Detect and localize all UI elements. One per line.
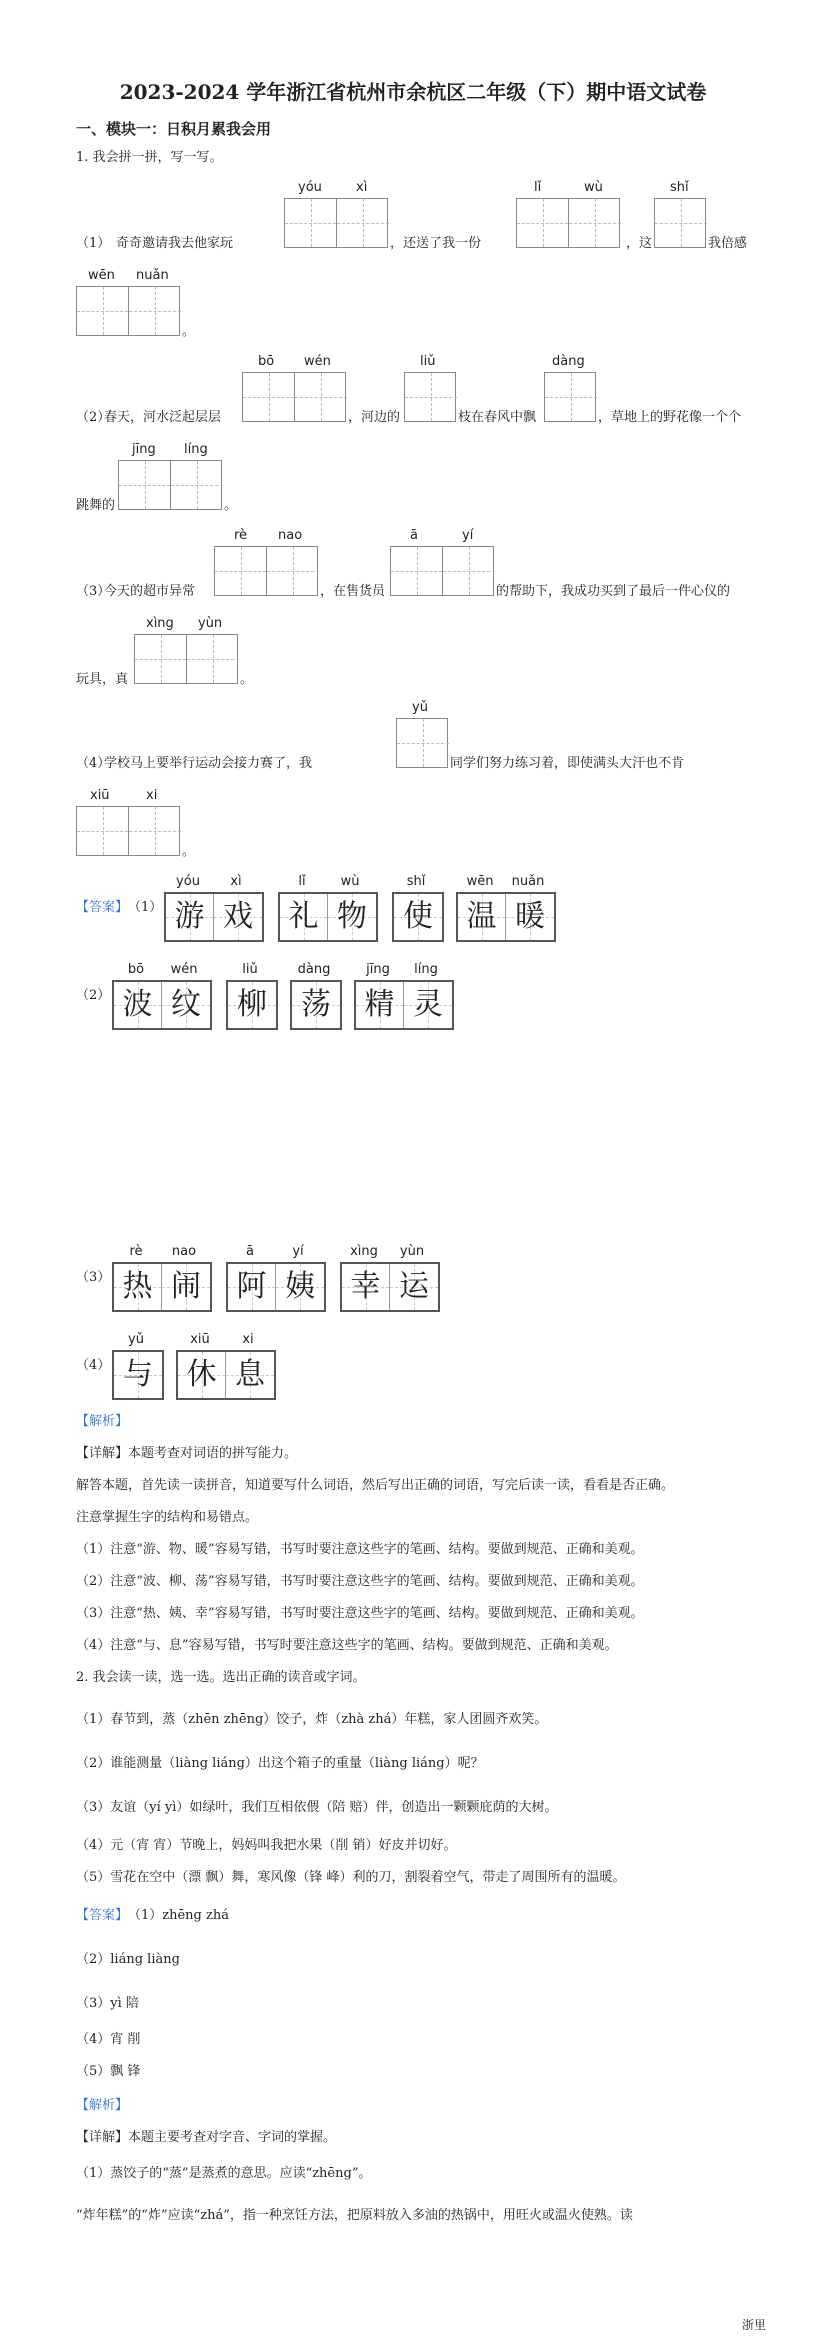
q2-item: （1）春节到，蒸（zhēn zhēng）饺子，炸（zhà zhá）年糕，家人团圆齐欢笑。 — [76, 1712, 548, 1727]
text: 奇奇邀请我去他家玩 — [116, 236, 234, 251]
analysis-line: （1）注意“游、物、暖”容易写错，书写时要注意这些字的笔画、结构。要做到规范、正确和美观。 — [76, 1542, 644, 1557]
pinyin: xì — [230, 874, 242, 889]
footer-text: 浙里 — [741, 2318, 766, 2332]
analysis-label: 【解析】 — [76, 1414, 129, 1429]
answer-box: 游 戏 — [164, 892, 264, 942]
question-2-stem: 2. 我会读一读，选一选。选出正确的读音或字词。 — [76, 1670, 366, 1685]
pinyin: dàng — [552, 354, 585, 369]
pinyin: dàng — [297, 962, 331, 977]
writing-grid[interactable] — [76, 286, 180, 336]
pinyin: yí — [462, 528, 474, 543]
text: 今天的超市异常 — [104, 584, 196, 599]
text: （3） — [76, 584, 111, 599]
answer-line: （3）yì 陪 — [76, 1996, 139, 2011]
answer-box: 与 — [112, 1350, 164, 1400]
answer-box: 柳 — [226, 980, 278, 1030]
answer-box: 热 闹 — [112, 1262, 212, 1312]
text: 春天，河水泛起层层 — [104, 410, 222, 425]
text: 。 — [182, 324, 196, 339]
pinyin: wù — [340, 874, 360, 889]
text: ，草地上的野花像一个个 — [598, 410, 742, 425]
answer-no: （4） — [76, 1358, 111, 1373]
pinyin: xi — [146, 788, 158, 803]
text: ，还送了我一份 — [390, 236, 482, 251]
writing-grid[interactable] — [404, 372, 456, 422]
text: ，在售货员 — [320, 584, 386, 599]
answer-label: 【答案】 — [76, 1908, 129, 1923]
pinyin: yǔ — [412, 700, 428, 715]
writing-grid[interactable] — [654, 198, 706, 248]
section-heading: 一、模块一：日积月累我会用 — [76, 120, 272, 138]
analysis-line: “炸年糕”的“炸”应读“zhá”，指一种烹饪方法，把原料放入多油的热锅中，用旺火或温火使熟。读 — [76, 2208, 633, 2223]
pinyin: xìng — [350, 1244, 378, 1259]
pinyin: nuǎn — [136, 268, 169, 283]
pinyin: wén — [304, 354, 331, 369]
pinyin: lǐ — [534, 180, 542, 195]
text: ，河边的 — [348, 410, 401, 425]
text: 。 — [182, 844, 196, 859]
pinyin: bō — [127, 962, 145, 977]
writing-grid[interactable] — [390, 546, 494, 596]
pinyin: wù — [584, 180, 603, 195]
page-title: 2023-2024 学年浙江省杭州市余杭区二年级（下）期中语文试卷 — [119, 80, 707, 104]
text: ，这 — [626, 236, 653, 251]
pinyin: yóu — [176, 874, 200, 889]
answer-label: 【答案】 — [76, 900, 129, 915]
answer-line: （5）飘 锋 — [76, 2064, 141, 2079]
answer-box: 温 暖 — [456, 892, 556, 942]
pinyin: líng — [414, 962, 438, 977]
text: （1） — [76, 236, 111, 251]
answer-line: （2）liáng liàng — [76, 1952, 180, 1967]
text: 我倍感 — [708, 236, 748, 251]
pinyin: wēn — [466, 874, 494, 889]
q2-item: （4）元（宵 宵）节晚上，妈妈叫我把水果（削 销）好皮并切好。 — [76, 1838, 457, 1853]
pinyin: bō — [258, 354, 275, 369]
analysis-line: 解答本题，首先读一读拼音，知道要写什么词语，然后写出正确的词语，写完后读一读，看看是否正确。 — [76, 1478, 675, 1493]
pinyin: wēn — [88, 268, 115, 283]
writing-grid[interactable] — [134, 634, 238, 684]
analysis-line: （4）注意“与、息”容易写错，书写时要注意这些字的笔画、结构。要做到规范、正确和美观。 — [76, 1638, 618, 1653]
q2-item: （2）谁能测量（liàng liáng）出这个箱子的重量（liàng liáng）呢？ — [76, 1756, 484, 1771]
answer-no: （1） — [128, 900, 163, 915]
pinyin: xìng — [146, 616, 174, 631]
analysis-line: （1）蒸饺子的“蒸”是蒸煮的意思。应读“zhēng”。 — [76, 2166, 372, 2181]
pinyin: liǔ — [242, 962, 258, 977]
text: 跳舞的 — [76, 498, 116, 513]
writing-grid[interactable] — [396, 718, 448, 768]
pinyin: yùn — [198, 616, 223, 631]
answer-box: 精 灵 — [354, 980, 454, 1030]
pinyin: nao — [278, 528, 303, 543]
pinyin: wén — [170, 962, 198, 977]
answer-box: 荡 — [290, 980, 342, 1030]
pinyin: nao — [171, 1244, 197, 1259]
answer-line: （1）zhēng zhá — [128, 1908, 229, 1923]
writing-grid[interactable] — [118, 460, 222, 510]
pinyin: xiū — [90, 788, 110, 803]
answer-box: 休 息 — [176, 1350, 276, 1400]
writing-grid[interactable] — [242, 372, 346, 422]
pinyin: nuǎn — [511, 874, 545, 889]
answer-line: （4）宵 削 — [76, 2032, 141, 2047]
answer-box: 礼 物 — [278, 892, 378, 942]
answer-box: 波 纹 — [112, 980, 212, 1030]
analysis-line: （2）注意“波、柳、荡”容易写错，书写时要注意这些字的笔画、结构。要做到规范、正确和美观。 — [76, 1574, 644, 1589]
analysis-line: 【详解】本题主要考查对字音、字词的掌握。 — [76, 2130, 337, 2145]
pinyin: yùn — [399, 1244, 425, 1259]
writing-grid[interactable] — [516, 198, 620, 248]
pinyin: shǐ — [406, 874, 426, 889]
answer-no: （2） — [76, 988, 111, 1003]
text: 枝在春风中飘 — [458, 410, 537, 425]
analysis-line: 【详解】本题考查对词语的拼写能力。 — [76, 1446, 298, 1461]
pinyin: líng — [184, 442, 208, 457]
writing-grid[interactable] — [214, 546, 318, 596]
pinyin: rè — [234, 528, 248, 543]
text: 学校马上要举行运动会接力赛了，我 — [104, 756, 313, 771]
analysis-line: 注意掌握生字的结构和易错点。 — [76, 1510, 259, 1525]
analysis-line: （3）注意“热、姨、幸”容易写错，书写时要注意这些字的笔画、结构。要做到规范、正确和美观。 — [76, 1606, 644, 1621]
text: 玩具，真 — [76, 672, 129, 687]
pinyin: lǐ — [298, 874, 306, 889]
question-1-stem: 1. 我会拼一拼，写一写。 — [76, 150, 223, 165]
pinyin: xì — [356, 180, 368, 195]
answer-box: 阿 姨 — [226, 1262, 326, 1312]
analysis-label: 【解析】 — [76, 2098, 129, 2113]
text: （2） — [76, 410, 111, 425]
text: 。 — [240, 672, 254, 687]
text: 同学们努力练习着，即使满头大汗也不肯 — [450, 756, 685, 771]
pinyin: xiū — [190, 1332, 210, 1347]
writing-grid[interactable] — [544, 372, 596, 422]
pinyin: jīng — [132, 442, 156, 457]
pinyin: shǐ — [670, 180, 689, 195]
answer-no: （3） — [76, 1270, 111, 1285]
answer-box: 使 — [392, 892, 444, 942]
pinyin: yǔ — [128, 1332, 144, 1347]
q2-item: （3）友谊（yí yì）如绿叶，我们互相依偎（陪 赔）伴，创造出一颗颗庇荫的大树。 — [76, 1800, 558, 1815]
pinyin: jīng — [366, 962, 390, 977]
answer-box: 幸 运 — [340, 1262, 440, 1312]
pinyin: yóu — [298, 180, 322, 195]
pinyin: xi — [242, 1332, 254, 1347]
q2-item: （5）雪花在空中（漂 飘）舞，寒风像（锋 峰）利的刀，割裂着空气，带走了周围所有的温暖。 — [76, 1870, 626, 1885]
text: 的帮助下，我成功买到了最后一件心仪的 — [496, 584, 731, 599]
pinyin: liǔ — [420, 354, 436, 369]
pinyin: rè — [129, 1244, 143, 1259]
pinyin: yí — [292, 1244, 304, 1259]
writing-grid[interactable] — [76, 806, 180, 856]
text: 。 — [224, 498, 238, 513]
text: （4） — [76, 756, 111, 771]
pinyin: ā — [410, 528, 418, 543]
writing-grid[interactable] — [284, 198, 388, 248]
pinyin: ā — [246, 1244, 254, 1259]
